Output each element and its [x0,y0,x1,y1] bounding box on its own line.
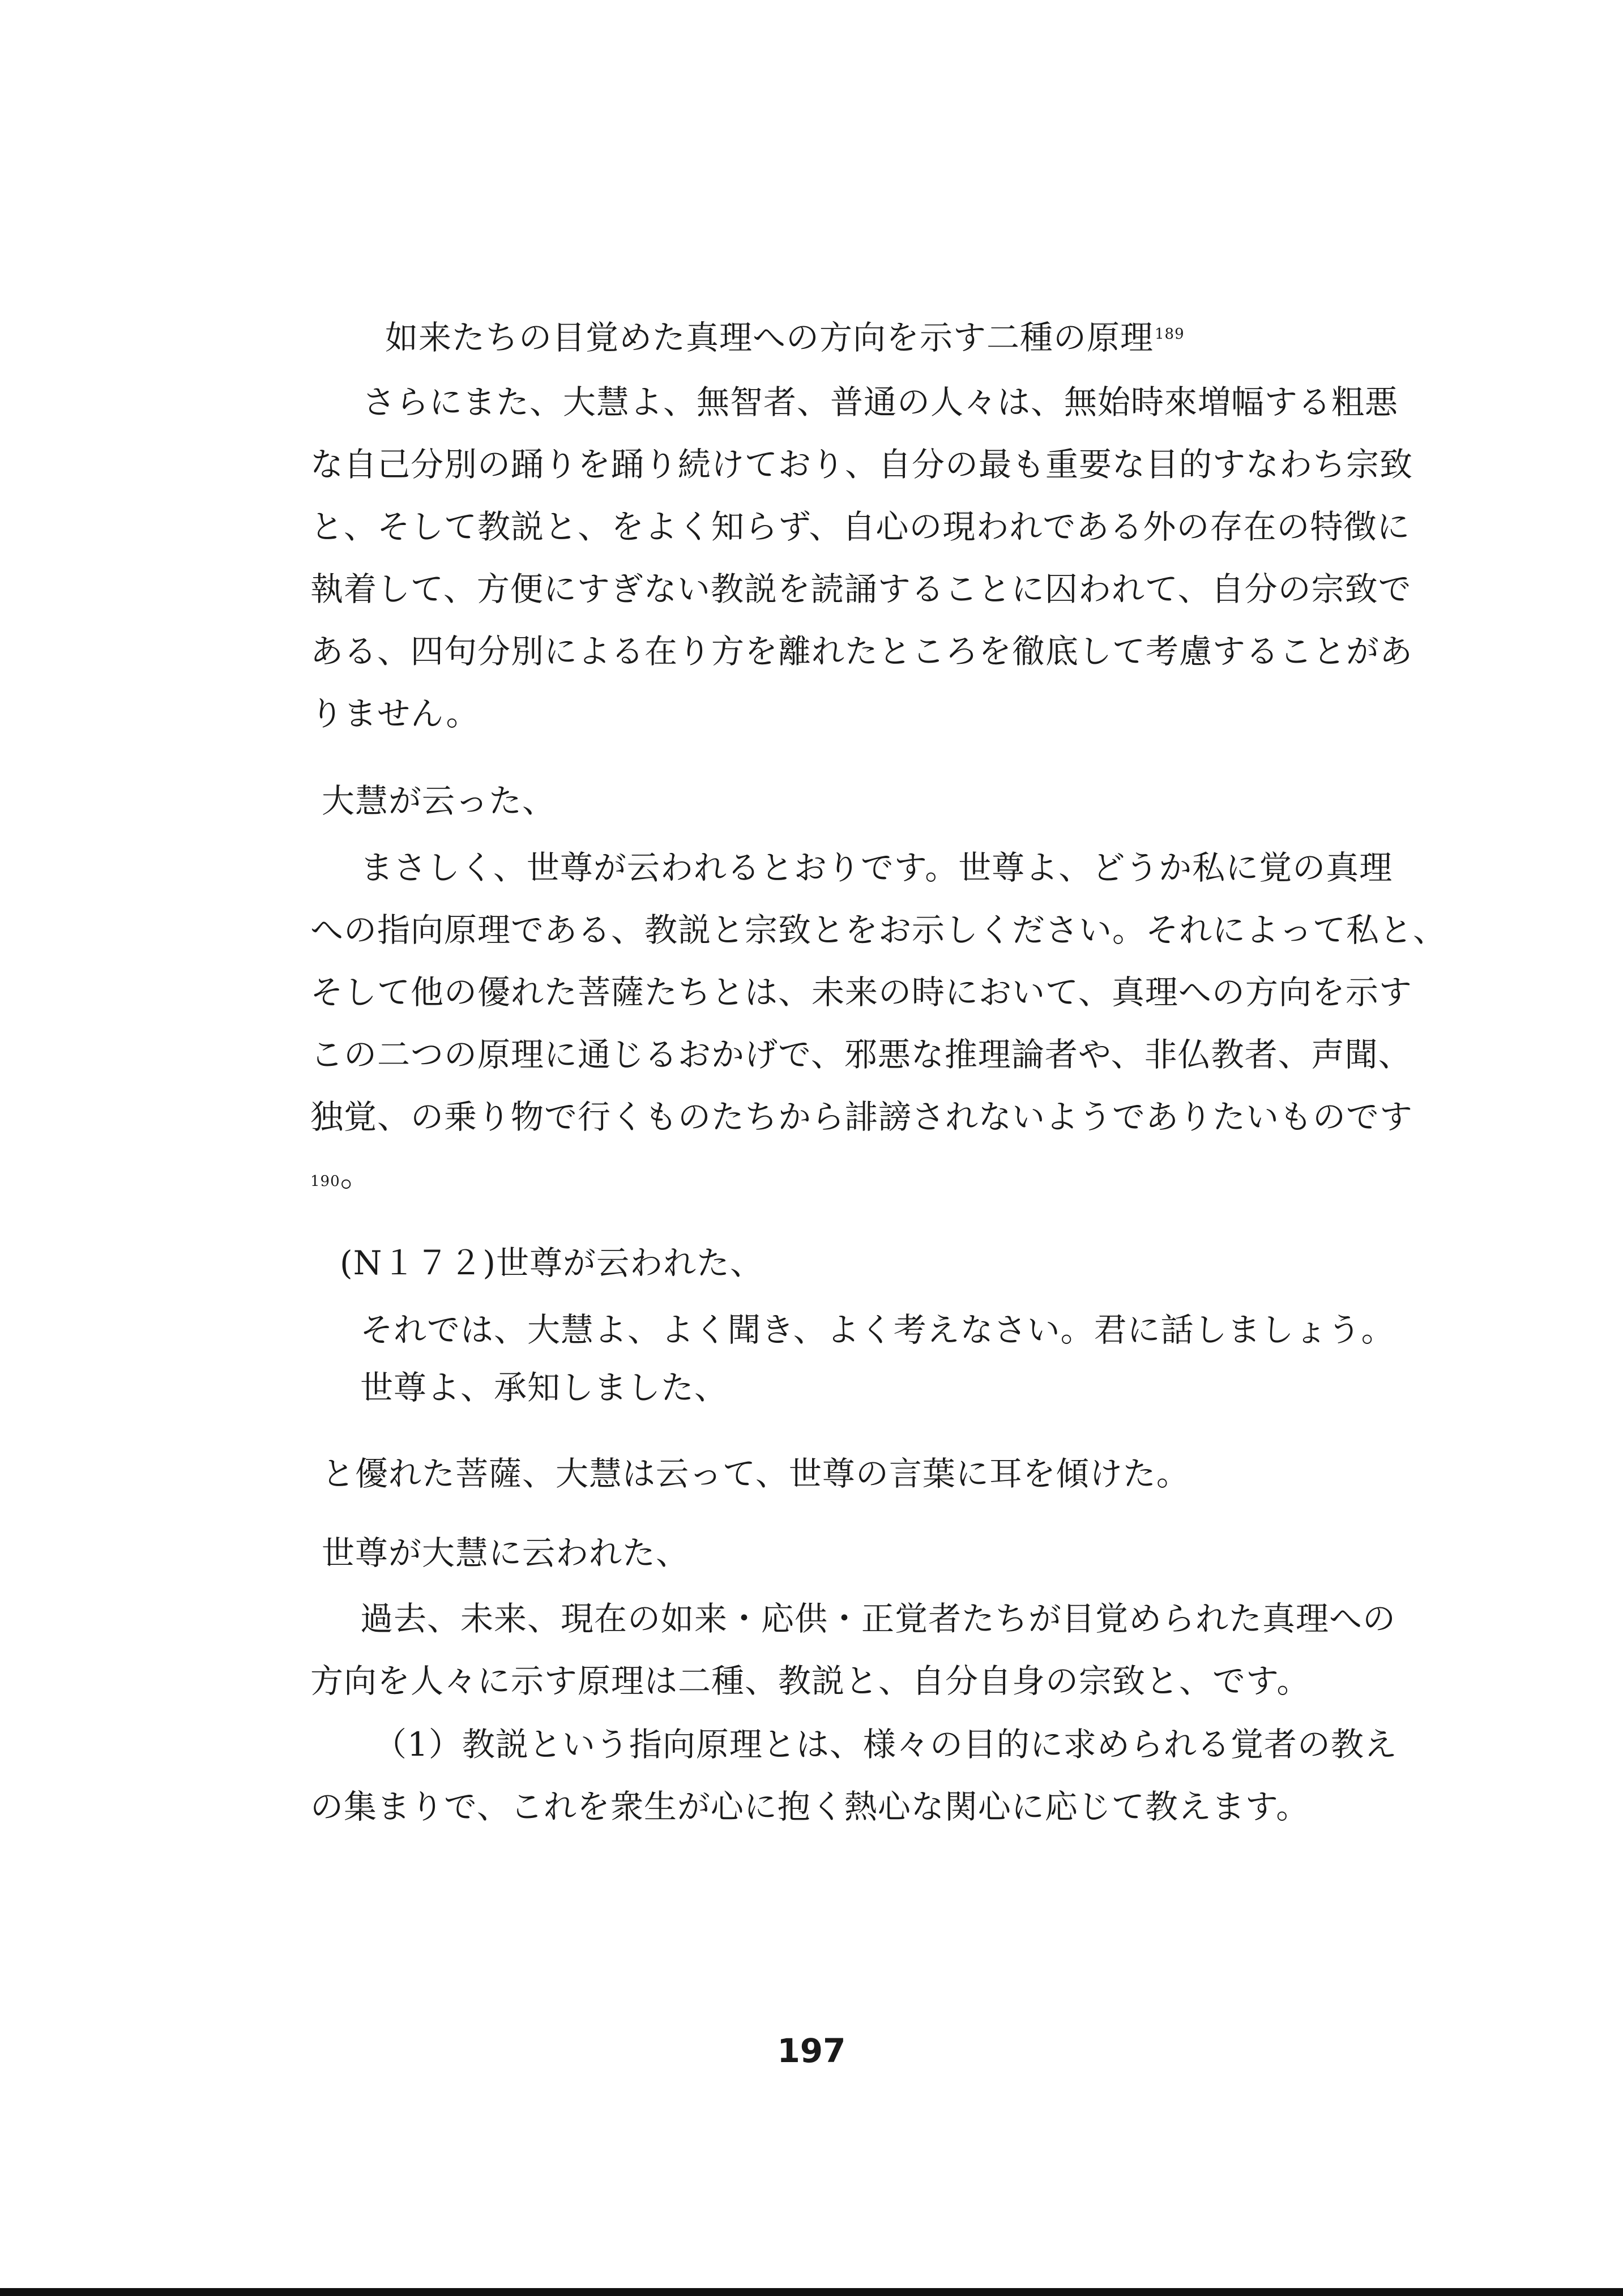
paragraph-line: 方向を人々に示す原理は二種、教説と、自分自身の宗致と、です。 [310,1662,1310,1700]
paragraph-line: ある、四句分別による在り方を離れたところを徹底して考慮することがあ [310,632,1413,671]
speaker-line [340,1243,763,1283]
paragraph-line: りません。 [310,694,480,733]
speaker-text: 世尊が云われた、 [496,1244,764,1282]
heading-text: 如来たちの目覚めた真理への方向を示す二種の原理 [385,318,1154,357]
paragraph-line: への指向原理である、教説と宗致とをお示しください。それによって私と、 [310,911,1447,949]
sentence-end: 。 [340,1155,374,1194]
narration-line: と優れた菩薩、大慧は云って、世尊の言葉に耳を傾けた。 [322,1454,1190,1493]
paragraph-line-end [310,1154,374,1202]
paragraph-line: 執着して、方便にすぎない教説を読誦することに囚われて、自分の宗致で [310,570,1412,608]
quote-line: それでは、大慧よ、よく聞き、よく考えなさい。君に話しましょう。 [360,1311,1395,1349]
footnote-marker: 189 [1155,326,1185,343]
speaker-line: 世尊が大慧に云われた、 [322,1534,690,1572]
paragraph-line: （1）教説という指向原理とは、様々の目的に求められる覚者の教え [374,1725,1398,1764]
paragraph-line: と、そして教説と、をよく知らず、自心の現われである外の存在の特徴に [310,507,1411,546]
paragraph-line: さらにまた、大慧よ、無智者、普通の人々は、無始時來増幅する粗悪 [362,383,1399,421]
quote-line: 世尊よ、承知しました、 [360,1368,728,1407]
section-marker: (N１７２) [340,1244,497,1282]
paragraph-line: 独覚、の乗り物で行くものたちから誹謗されないようでありたいものです [310,1098,1413,1136]
paragraph-line: の集まりで、これを衆生が心に抱く熱心な関心に応じて教えます。 [310,1787,1310,1826]
paragraph-line: そして他の優れた菩薩たちとは、未来の時において、真理への方向を示す [310,973,1412,1012]
section-heading [385,317,1185,358]
paragraph-line: 過去、未来、現在の如来・応供・正覚者たちが目覚められた真理への [360,1599,1396,1638]
speaker-line: 大慧が云った、 [322,782,556,820]
paragraph-line: この二つの原理に通じるおかげで、邪悪な推理論者や、非仏教者、声聞、 [310,1035,1412,1074]
footnote-marker: 190 [310,1173,340,1190]
paragraph-line: な自己分別の踊りを踊り続けており、自分の最も重要な目的すなわち宗致 [310,445,1413,484]
page-number: 197 [777,2032,846,2070]
scan-edge-bar [0,2288,1623,2296]
paragraph-line: まさしく、世尊が云われるとおりです。世尊よ、どうか私に覚の真理 [360,848,1393,887]
